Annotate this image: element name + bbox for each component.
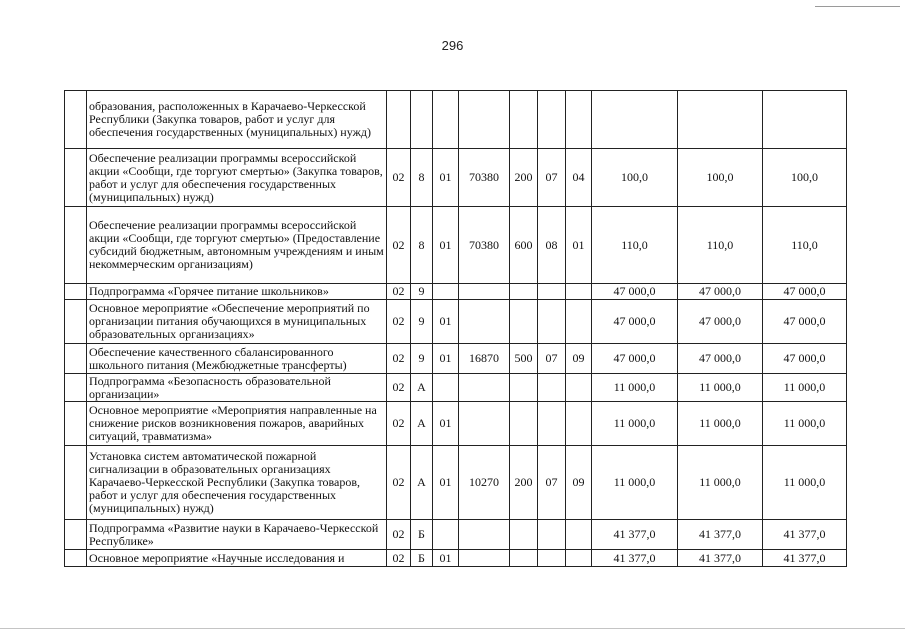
- item-name: Подпрограмма «Развитие науки в Карачаево-Черкесской Республике»: [87, 520, 387, 550]
- subprogram-code: 9: [411, 344, 433, 374]
- blank-cell: [65, 446, 87, 520]
- scan-artifact-bottom: [0, 628, 905, 629]
- direction-code: [459, 374, 510, 402]
- section-code: 07: [538, 149, 566, 207]
- amount-year-1: 47 000,0: [592, 284, 678, 300]
- blank-cell: [65, 374, 87, 402]
- amount-year-1: 100,0: [592, 149, 678, 207]
- expense-type-code: [510, 300, 538, 344]
- program-code: 02: [387, 300, 411, 344]
- section-code: [538, 550, 566, 567]
- measure-code: [433, 91, 459, 149]
- direction-code: 16870: [459, 344, 510, 374]
- table-row: [65, 300, 847, 344]
- table-row: [65, 149, 847, 207]
- amount-year-3: 47 000,0: [763, 300, 847, 344]
- measure-code: 01: [433, 550, 459, 567]
- measure-code: 01: [433, 344, 459, 374]
- amount-year-2: 41 377,0: [678, 520, 763, 550]
- direction-code: [459, 284, 510, 300]
- direction-code: [459, 520, 510, 550]
- program-code: 02: [387, 446, 411, 520]
- amount-year-2: 47 000,0: [678, 300, 763, 344]
- amount-year-2: 41 377,0: [678, 550, 763, 567]
- expense-type-code: 500: [510, 344, 538, 374]
- direction-code: [459, 91, 510, 149]
- expense-type-code: 600: [510, 207, 538, 284]
- amount-year-2: 110,0: [678, 207, 763, 284]
- program-code: 02: [387, 374, 411, 402]
- amount-year-3: 11 000,0: [763, 402, 847, 446]
- subsection-code: [566, 284, 592, 300]
- table-row: [65, 402, 847, 446]
- section-code: [538, 374, 566, 402]
- scan-artifact-top: [815, 6, 900, 7]
- item-name: Обеспечение реализации программы всероссийской акции «Сообщи, где торгуют смертью» (Закупка товаров, работ и услуг для обеспечения государственных (муниципальных) нужд): [87, 149, 387, 207]
- blank-cell: [65, 520, 87, 550]
- budget-table: [64, 90, 847, 567]
- table-row: [65, 91, 847, 149]
- amount-year-1: 41 377,0: [592, 550, 678, 567]
- program-code: 02: [387, 520, 411, 550]
- item-name: Основное мероприятие «Научные исследования и: [87, 550, 387, 567]
- program-code: [387, 91, 411, 149]
- direction-code: [459, 300, 510, 344]
- amount-year-1: 110,0: [592, 207, 678, 284]
- subsection-code: 09: [566, 446, 592, 520]
- table-row: [65, 446, 847, 520]
- program-code: 02: [387, 284, 411, 300]
- blank-cell: [65, 149, 87, 207]
- program-code: 02: [387, 402, 411, 446]
- table-row: [65, 550, 847, 567]
- amount-year-3: 110,0: [763, 207, 847, 284]
- expense-type-code: [510, 374, 538, 402]
- amount-year-1: 11 000,0: [592, 446, 678, 520]
- expense-type-code: 200: [510, 149, 538, 207]
- direction-code: 10270: [459, 446, 510, 520]
- amount-year-1: 41 377,0: [592, 520, 678, 550]
- subprogram-code: Б: [411, 520, 433, 550]
- expense-type-code: [510, 402, 538, 446]
- subprogram-code: А: [411, 374, 433, 402]
- amount-year-2: 11 000,0: [678, 374, 763, 402]
- amount-year-1: 11 000,0: [592, 374, 678, 402]
- amount-year-2: 11 000,0: [678, 402, 763, 446]
- measure-code: 01: [433, 149, 459, 207]
- amount-year-2: 100,0: [678, 149, 763, 207]
- section-code: [538, 284, 566, 300]
- measure-code: 01: [433, 446, 459, 520]
- program-code: 02: [387, 344, 411, 374]
- item-name: Установка систем автоматической пожарной сигнализации в образовательных организациях Карачаево-Черкесской Республики (Закупка товаров, работ и услуг для обеспечения государственных (муниципальных) нужд): [87, 446, 387, 520]
- section-code: 07: [538, 344, 566, 374]
- amount-year-3: 100,0: [763, 149, 847, 207]
- subprogram-code: [411, 91, 433, 149]
- measure-code: [433, 520, 459, 550]
- subsection-code: 01: [566, 207, 592, 284]
- expense-type-code: [510, 284, 538, 300]
- subsection-code: [566, 550, 592, 567]
- table-row: [65, 284, 847, 300]
- measure-code: 01: [433, 207, 459, 284]
- subprogram-code: 9: [411, 300, 433, 344]
- amount-year-2: 11 000,0: [678, 446, 763, 520]
- expense-type-code: 200: [510, 446, 538, 520]
- section-code: [538, 520, 566, 550]
- blank-cell: [65, 207, 87, 284]
- blank-cell: [65, 344, 87, 374]
- amount-year-1: 11 000,0: [592, 402, 678, 446]
- amount-year-2: 47 000,0: [678, 344, 763, 374]
- subprogram-code: 9: [411, 284, 433, 300]
- table-row: [65, 344, 847, 374]
- expense-type-code: [510, 91, 538, 149]
- item-name: Основное мероприятие «Мероприятия направленные на снижение рисков возникновения пожаров, аварийных ситуаций, травматизма»: [87, 402, 387, 446]
- subprogram-code: Б: [411, 550, 433, 567]
- section-code: 07: [538, 446, 566, 520]
- item-name: Подпрограмма «Горячее питание школьников»: [87, 284, 387, 300]
- table-row: [65, 520, 847, 550]
- program-code: 02: [387, 149, 411, 207]
- subsection-code: [566, 520, 592, 550]
- direction-code: 70380: [459, 149, 510, 207]
- subprogram-code: А: [411, 446, 433, 520]
- table-row: [65, 207, 847, 284]
- item-name: Подпрограмма «Безопасность образовательной организации»: [87, 374, 387, 402]
- item-name: Обеспечение реализации программы всероссийской акции «Сообщи, где торгуют смертью» (Предоставление субсидий бюджетным, автономным учреждениям и иным некоммерческим организациям): [87, 207, 387, 284]
- amount-year-3: 11 000,0: [763, 374, 847, 402]
- item-name: Обеспечение качественного сбалансированного школьного питания (Межбюджетные трансферты): [87, 344, 387, 374]
- measure-code: [433, 284, 459, 300]
- subsection-code: 04: [566, 149, 592, 207]
- amount-year-3: 41 377,0: [763, 550, 847, 567]
- blank-cell: [65, 284, 87, 300]
- amount-year-1: 47 000,0: [592, 300, 678, 344]
- blank-cell: [65, 550, 87, 567]
- expense-type-code: [510, 550, 538, 567]
- amount-year-2: 47 000,0: [678, 284, 763, 300]
- item-name: образования, расположенных в Карачаево-Черкесской Республики (Закупка товаров, работ и услуг для обеспечения государственных (муниципальных) нужд): [87, 91, 387, 149]
- subprogram-code: 8: [411, 149, 433, 207]
- amount-year-2: [678, 91, 763, 149]
- measure-code: 01: [433, 300, 459, 344]
- blank-cell: [65, 300, 87, 344]
- table-row: [65, 374, 847, 402]
- page-number: 296: [441, 38, 464, 53]
- subsection-code: [566, 91, 592, 149]
- item-name: Основное мероприятие «Обеспечение мероприятий по организации питания обучающихся в муниципальных образовательных организациях»: [87, 300, 387, 344]
- section-code: [538, 402, 566, 446]
- section-code: 08: [538, 207, 566, 284]
- subsection-code: [566, 402, 592, 446]
- subsection-code: [566, 374, 592, 402]
- subprogram-code: А: [411, 402, 433, 446]
- amount-year-3: 47 000,0: [763, 284, 847, 300]
- blank-cell: [65, 402, 87, 446]
- expense-type-code: [510, 520, 538, 550]
- amount-year-1: [592, 91, 678, 149]
- measure-code: 01: [433, 402, 459, 446]
- program-code: 02: [387, 207, 411, 284]
- blank-cell: [65, 91, 87, 149]
- section-code: [538, 300, 566, 344]
- program-code: 02: [387, 550, 411, 567]
- subsection-code: 09: [566, 344, 592, 374]
- amount-year-3: [763, 91, 847, 149]
- subprogram-code: 8: [411, 207, 433, 284]
- measure-code: [433, 374, 459, 402]
- amount-year-3: 47 000,0: [763, 344, 847, 374]
- direction-code: 70380: [459, 207, 510, 284]
- direction-code: [459, 402, 510, 446]
- amount-year-3: 41 377,0: [763, 520, 847, 550]
- subsection-code: [566, 300, 592, 344]
- direction-code: [459, 550, 510, 567]
- section-code: [538, 91, 566, 149]
- amount-year-1: 47 000,0: [592, 344, 678, 374]
- amount-year-3: 11 000,0: [763, 446, 847, 520]
